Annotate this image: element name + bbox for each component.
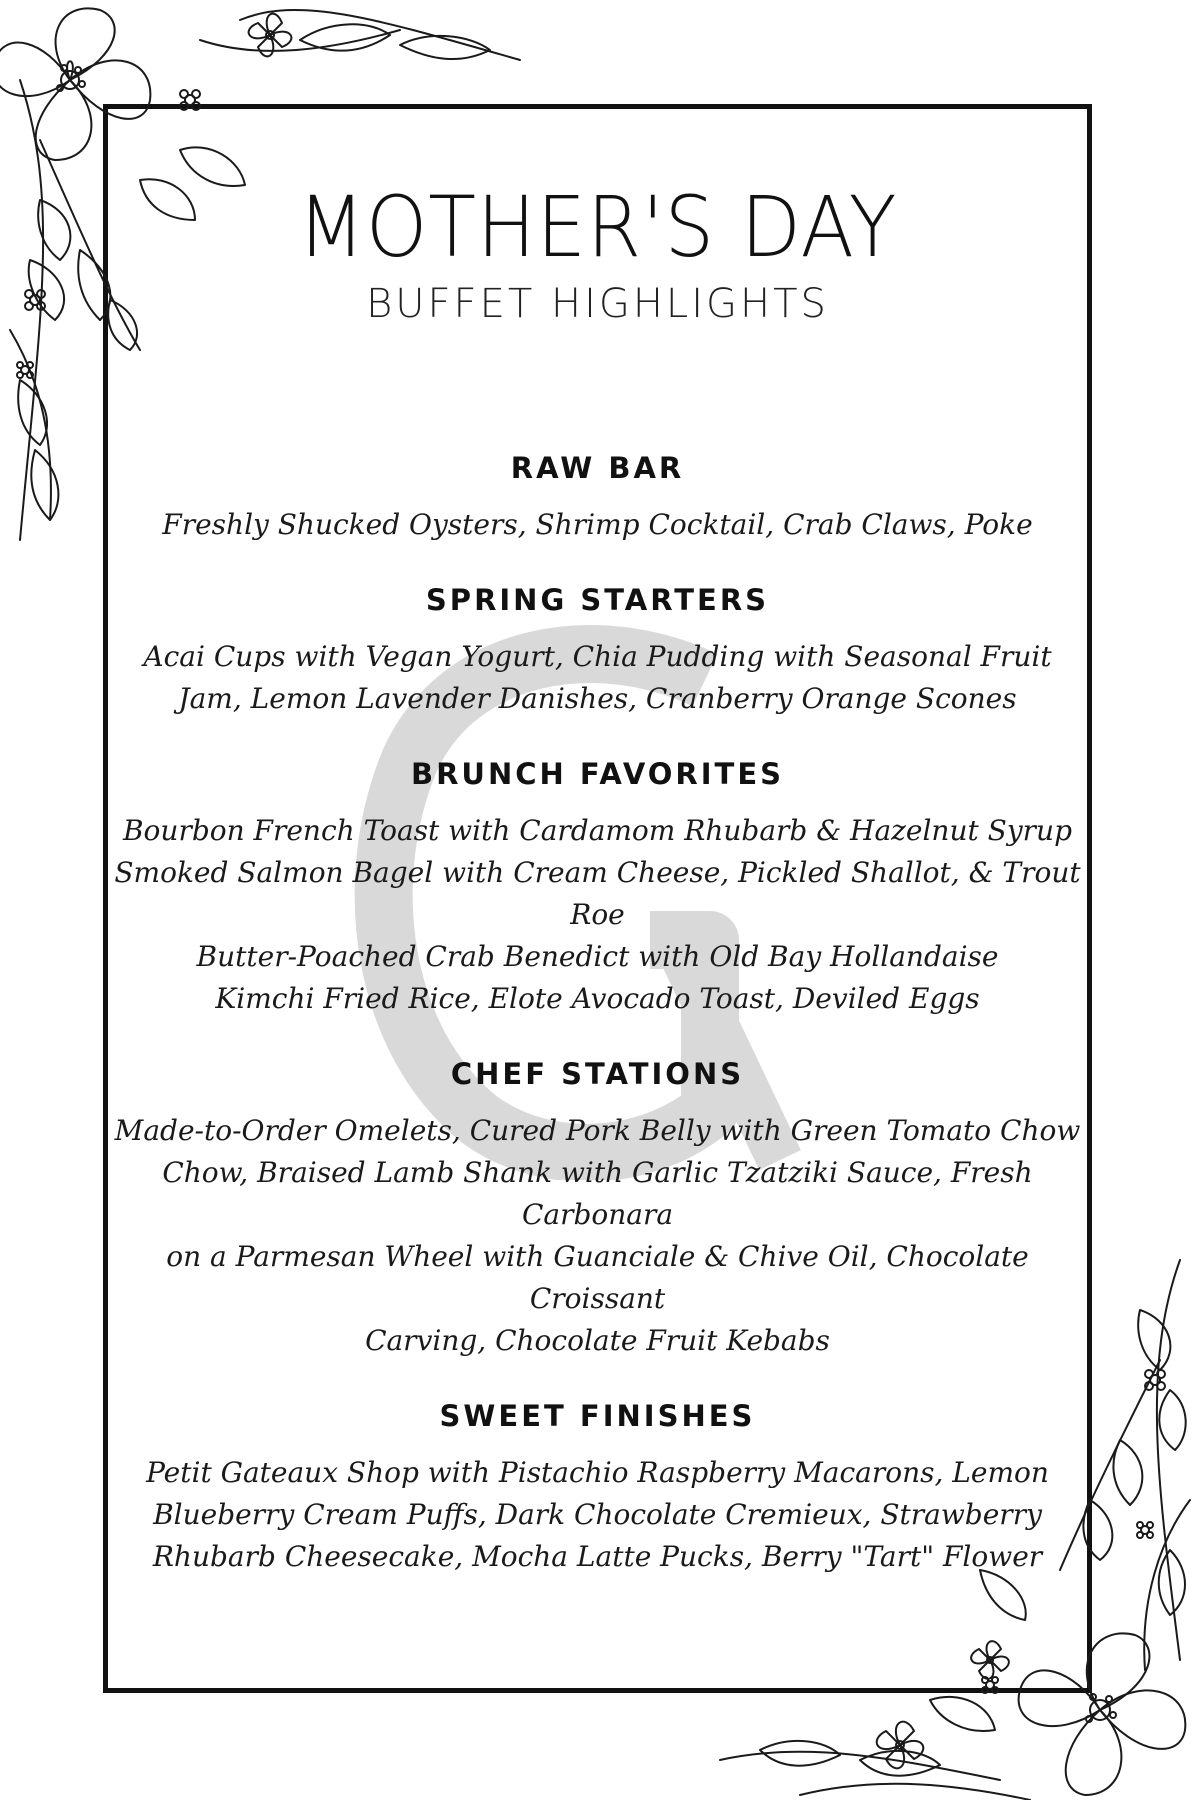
menu-line: Kimchi Fried Rice, Elote Avocado Toast, Deviled Eggs (215, 982, 980, 1015)
section-body (108, 1110, 1087, 1362)
menu-line: Acai Cups with Vegan Yogurt, Chia Pudding with Seasonal Fruit (143, 640, 1052, 673)
page-title: MOTHER'S DAY (297, 178, 898, 276)
section-body (108, 636, 1087, 720)
menu-line: Chow, Braised Lamb Shank with Garlic Tzatziki Sauce, Fresh Carbonara (162, 1156, 1033, 1231)
menu-line: Butter-Poached Crab Benedict with Old Bay Hollandaise (196, 940, 999, 973)
section-chef-stations (108, 1056, 1087, 1362)
menu-line: Jam, Lemon Lavender Danishes, Cranberry Orange Scones (178, 682, 1017, 715)
menu-line: Blueberry Cream Puffs, Dark Chocolate Cremieux, Strawberry (153, 1498, 1042, 1531)
section-brunch-favorites (108, 756, 1087, 1020)
menu-line: Carving, Chocolate Fruit Kebabs (365, 1324, 830, 1357)
section-sweet-finishes (108, 1398, 1087, 1578)
section-raw-bar (108, 450, 1087, 546)
section-title: CHEF STATIONS (450, 1057, 745, 1091)
section-spring-starters (108, 582, 1087, 720)
menu-line: on a Parmesan Wheel with Guanciale & Chive Oil, Chocolate Croissant (166, 1240, 1029, 1315)
page-subtitle: BUFFET HIGHLIGHTS (366, 281, 829, 327)
menu-line: Rhubarb Cheesecake, Mocha Latte Pucks, Berry "Tart" Flower (152, 1540, 1043, 1573)
section-title: RAW BAR (510, 451, 685, 485)
section-title: SPRING STARTERS (425, 583, 770, 617)
section-title: SWEET FINISHES (439, 1399, 756, 1433)
menu-content (108, 109, 1087, 1578)
section-body (108, 1452, 1087, 1578)
menu-line: Made-to-Order Omelets, Cured Pork Belly with Green Tomato Chow (114, 1114, 1081, 1147)
section-title: BRUNCH FAVORITES (410, 757, 785, 791)
menu-line: Smoked Salmon Bagel with Cream Cheese, Pickled Shallot, & Trout Roe (114, 856, 1081, 931)
section-body (108, 504, 1087, 546)
menu-line: Freshly Shucked Oysters, Shrimp Cocktail, Crab Claws, Poke (162, 508, 1033, 541)
menu-line: Petit Gateaux Shop with Pistachio Raspberry Macarons, Lemon (146, 1456, 1049, 1489)
section-body (108, 810, 1087, 1020)
menu-line: Bourbon French Toast with Cardamom Rhubarb & Hazelnut Syrup (122, 814, 1072, 847)
